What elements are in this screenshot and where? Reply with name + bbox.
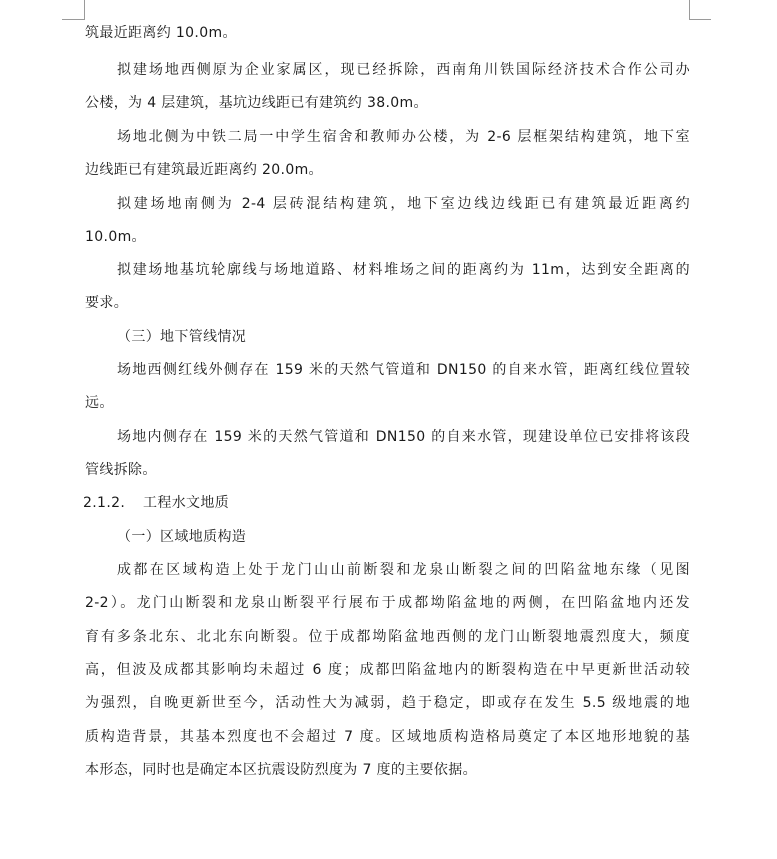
text-line: 育有多条北东、北北东向断裂。位于成都坳陷盆地西侧的龙门山断裂地震烈度大，频度 — [85, 629, 690, 645]
margin-mark-top-left-vertical — [84, 0, 85, 20]
text-line: 拟建场地基坑轮廓线与场地道路、材料堆场之间的距离约为 11m，达到安全距离的 — [117, 262, 690, 278]
subsection-heading — [83, 492, 688, 514]
text-line: 质构造背景，其基本烈度也不会超过 7 度。区域地质构造格局奠定了本区地形地貌的基 — [85, 729, 690, 745]
text-line: 本形态，同时也是确定本区抗震设防烈度为 7 度的主要依据。 — [85, 762, 477, 778]
text-line: 拟建场地西侧原为企业家属区，现已经拆除，西南角川铁国际经济技术合作公司办 — [117, 62, 690, 78]
text-line: 场地西侧红线外侧存在 159 米的天然气管道和 DN150 的自来水管，距离红线位置较 — [117, 362, 690, 378]
text-line: 筑最近距离约 10.0m。 — [85, 25, 237, 41]
text-line: 公楼，为 4 层建筑，基坑边线距已有建筑约 38.0m。 — [85, 95, 428, 111]
margin-mark-top-right-horizontal — [689, 19, 711, 20]
text-line: 拟建场地南侧为 2-4 层砖混结构建筑，地下室边线边线距已有建筑最近距离约 — [117, 196, 690, 212]
text-line: 场地北侧为中铁二局一中学生宿舍和教师办公楼，为 2-6 层框架结构建筑，地下室 — [117, 129, 690, 145]
text-line: 高，但波及成都其影响均未超过 6 度；成都凹陷盆地内的断裂构造在中早更新世活动较 — [85, 662, 690, 678]
margin-mark-top-right-vertical — [689, 0, 690, 20]
subsection-title: 工程水文地质 — [143, 495, 230, 511]
text-line: 边线距已有建筑最近距离约 20.0m。 — [85, 162, 323, 178]
text-line: 要求。 — [85, 295, 129, 311]
text-line: 管线拆除。 — [85, 462, 157, 478]
text-line: 成都在区域构造上处于龙门山山前断裂和龙泉山断裂之间的凹陷盆地东缘（见图 — [117, 562, 690, 578]
subsection-number: 2.1.2. — [83, 495, 126, 511]
text-line: 远。 — [85, 395, 114, 411]
margin-mark-top-left-horizontal — [62, 19, 84, 20]
text-line: 场地内侧存在 159 米的天然气管道和 DN150 的自来水管，现建设单位已安排将该段 — [117, 429, 690, 445]
section-heading: （三）地下管线情况 — [117, 329, 247, 345]
text-line: 10.0m。 — [85, 229, 146, 245]
text-line: 2-2）。龙门山断裂和龙泉山断裂平行展布于成都坳陷盆地的两侧，在凹陷盆地内还发 — [85, 595, 690, 611]
text-line: 为强烈，自晚更新世至今，活动性大为减弱，趋于稳定，即或存在发生 5.5 级地震的地 — [85, 695, 690, 711]
section-heading: （一）区域地质构造 — [117, 529, 247, 545]
